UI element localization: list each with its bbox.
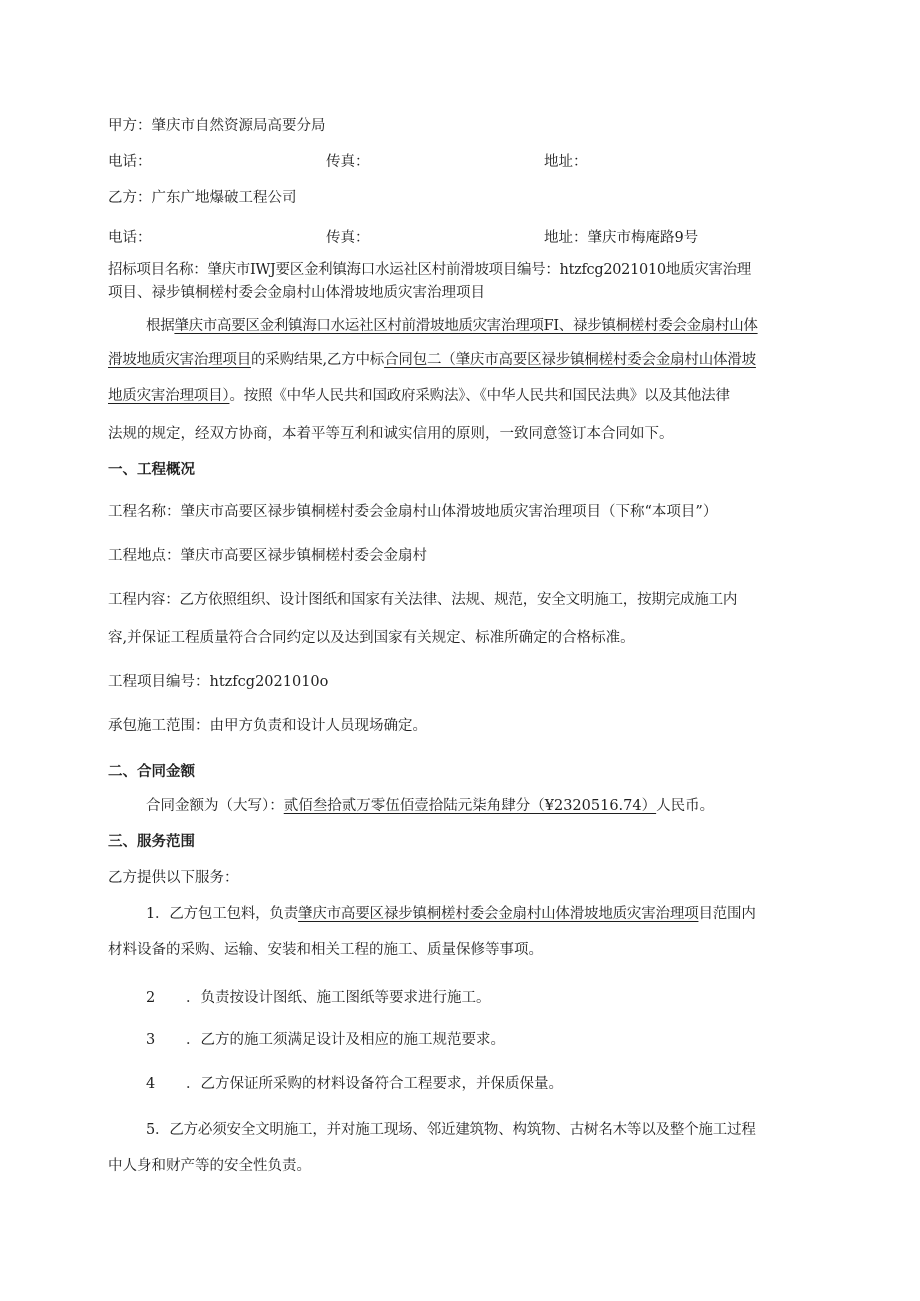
- amount-prefix: 合同金额为（大写）：: [146, 798, 284, 814]
- party-a-phone-label: 电话：: [108, 154, 152, 170]
- item-4-text: ．乙方保证所采购的材料设备符合工程要求，并保质保量。: [186, 1076, 563, 1092]
- service-item-1-line-2: 材料设备的采购、运输、安装和相关工程的施工、质量保修等事项。: [108, 942, 543, 958]
- tender-line-2: 项目、禄步镇桐槎村委会金扇村山体滑坡地质灾害治理项目: [108, 285, 485, 301]
- item-2-number: 2: [146, 990, 156, 1006]
- contract-package-underline: 合同包二（肇庆市高要区禄步镇桐槎村委会金扇村山体滑坡: [384, 352, 756, 368]
- project-scope-line: 承包施工范围：由甲方负责和设计人员现场确定。: [108, 718, 427, 734]
- item-3-number: 3: [146, 1032, 156, 1048]
- section-2-title: 二、合同金额: [108, 764, 195, 780]
- service-item-5-line-2: 中人身和财产等的安全性负责。: [108, 1158, 311, 1174]
- party-a-line: [108, 116, 326, 136]
- contract-amount-line: [146, 796, 714, 816]
- service-intro: 乙方提供以下服务：: [108, 870, 239, 886]
- package-project-underline: 地质灾害治理项目）: [108, 388, 230, 404]
- item-1-text-end: 目范围内: [698, 906, 756, 922]
- section-3-title: 三、服务范围: [108, 834, 195, 850]
- item-4-number: 4: [146, 1076, 156, 1092]
- intro-line-1: [146, 316, 758, 336]
- service-item-3: [146, 1030, 505, 1050]
- intro-line-4: 法规的规定，经双方协商，本着平等互利和诚实信用的原则，一致同意签订本合同如下。: [108, 426, 674, 442]
- intro-text: 的采购结果,乙方中标: [251, 352, 385, 368]
- service-item-2: [146, 988, 491, 1008]
- party-b-label: 乙方：: [108, 190, 152, 206]
- intro-line-3: [108, 386, 730, 406]
- item-2-text: ．负责按设计图纸、施工图纸等要求进行施工。: [186, 990, 491, 1006]
- amount-value: 贰佰叁拾贰万零伍佰壹拾陆元柒角肆分（¥2320516.74）: [283, 798, 657, 814]
- project-code-line: 工程项目编号：htzfcg2021010o: [108, 674, 329, 690]
- intro-text: 。按照《中华人民共和国政府采购法》、《中华人民共和国民法典》以及其他法律: [229, 388, 730, 404]
- party-b-address-label: 地址：: [544, 230, 588, 246]
- project-location-line: 工程地点：肇庆市高要区禄步镇桐槎村委会金扇村: [108, 548, 427, 564]
- intro-text: 根据: [146, 318, 175, 334]
- service-item-5: 5．乙方必须安全文明施工，并对施工现场、邻近建筑物、构筑物、古树名木等以及整个施工过程: [146, 1122, 756, 1138]
- project-name-line: 工程名称：肇庆市高要区禄步镇桐槎村委会金扇村山体滑坡地质灾害治理项目（下称“本项目”）: [108, 504, 718, 520]
- party-a-label: 甲方：: [108, 118, 152, 134]
- project-name-underline: 滑坡地质灾害治理项目: [108, 352, 251, 368]
- service-item-4: [146, 1074, 563, 1094]
- party-b-address: [544, 228, 698, 248]
- amount-suffix: 人民币。: [656, 798, 715, 814]
- party-b-address-value: 肇庆市梅庵路9号: [587, 230, 699, 246]
- party-a-address-label: 地址：: [544, 154, 588, 170]
- project-content-line-2: 容,并保证工程质量符合合同约定以及达到国家有关规定、标准所确定的合格标准。: [108, 630, 635, 646]
- party-a-name: 肇庆市自然资源局高要分局: [151, 118, 326, 134]
- project-content-line-1: 工程内容：乙方依照组织、设计图纸和国家有关法律、法规、规范，安全文明施工，按期完成施工内: [108, 592, 738, 608]
- party-b-name: 广东广地爆破工程公司: [151, 190, 297, 206]
- party-b-phone-label: 电话：: [108, 230, 152, 246]
- party-a-fax-label: 传真：: [326, 154, 370, 170]
- tender-line-1: 招标项目名称：肇庆市IWJ要区金利镇海口水运社区村前滑坡项目编号：htzfcg2021010地质灾害治理: [108, 262, 751, 278]
- service-item-1: [146, 904, 756, 924]
- item-1-text: 1．乙方包工包料，负责: [146, 906, 299, 922]
- party-b-fax-label: 传真：: [326, 230, 370, 246]
- item-3-text: ．乙方的施工须满足设计及相应的施工规范要求。: [186, 1032, 505, 1048]
- section-1-title: 一、工程概况: [108, 462, 195, 478]
- project-link-underline: 肇庆市高要区金利镇海口水运社区村前滑坡地质灾害治理项FI、禄步镇桐槎村委会金扇村山体: [174, 318, 758, 334]
- item-1-project-underline: 肇庆市高要区禄步镇桐槎村委会金扇村山体滑坡地质灾害治理项: [298, 906, 699, 922]
- intro-line-2: [108, 350, 756, 370]
- party-b-line: [108, 188, 297, 208]
